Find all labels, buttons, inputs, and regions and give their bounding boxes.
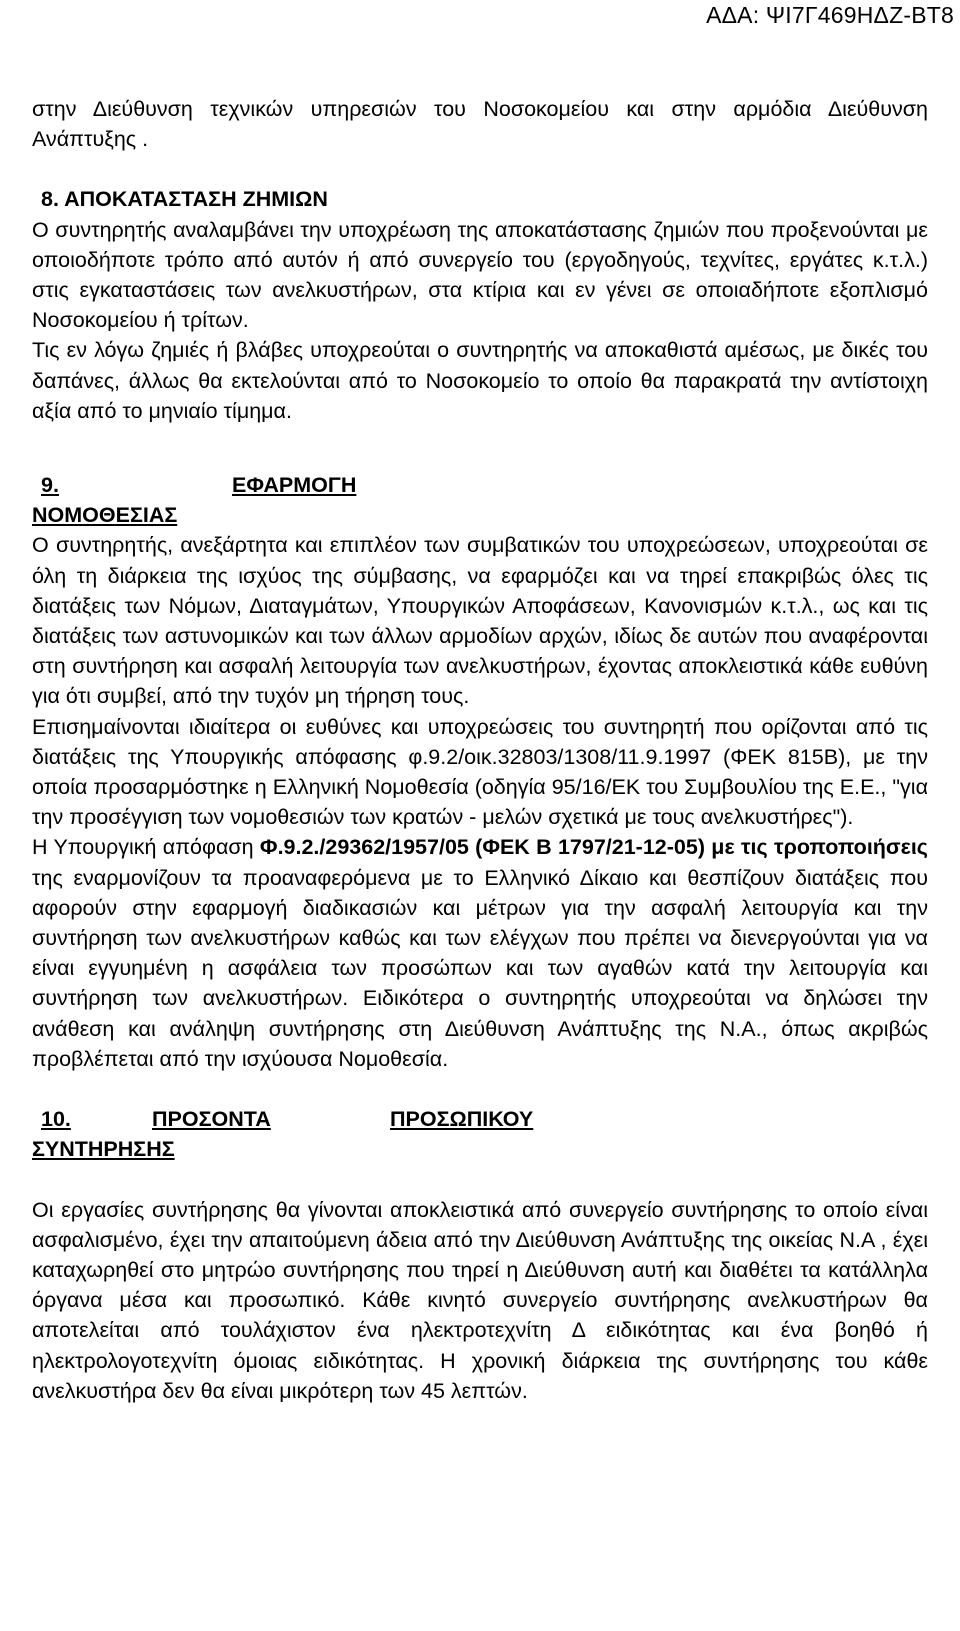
ada-code: ΑΔΑ: ΨΙ7Γ469ΗΔΖ-ΒΤ8	[706, 2, 954, 28]
section-10-heading	[32, 1104, 928, 1134]
section-9-paragraph-3	[32, 832, 928, 1074]
section-9-heading	[32, 470, 928, 500]
section-10-title-a: ΠΡΟΣΟΝΤΑ	[152, 1107, 271, 1132]
p3-bold-reference: Φ.9.2./29362/1957/05 (ΦΕΚ Β 1797/21-12-05) με τις τροποποιήσεις	[259, 835, 928, 860]
document-page	[32, 94, 928, 1406]
section-9-title-b: ΝΟΜΟΘΕΣΙΑΣ	[32, 503, 178, 528]
section-9-paragraph-1: Ο συντηρητής, ανεξάρτητα και επιπλέον των συμβατικών του υποχρεώσεων, υποχρεούται σε όλη τη διάρκεια της ισχύος της σύμβασης, να εφαρμόζει και να τηρεί επακριβώς όλες τις διατάξεις των Νόμων, Διαταγμάτων, Υπουργικών Αποφάσεων, Κανονισμών κ.τ.λ., ως και τις διατάξεις των αστυνομικών και των άλλων αρμοδίων αρχών, ιδίως δε αυτών που αναφέρονται στη συντήρηση και ασφαλή λειτουργία των ανελκυστήρων, έχοντας αποκλειστικά κάθε ευθύνη για ότι συμβεί, από την τυχόν μη τήρηση τους.	[32, 533, 928, 709]
section-10-title-c: ΣΥΝΤΗΡΗΣΗΣ	[32, 1137, 175, 1162]
section-9-title-a: ΕΦΑΡΜΟΓΗ	[232, 473, 357, 498]
section-9-paragraph-2: Επισημαίνονται ιδιαίτερα οι ευθύνες και υποχρεώσεις του συντηρητή που ορίζονται από τις διατάξεις της Υπουργικής απόφασης φ.9.2/οικ.32803/1308/11.9.1997 (ΦΕΚ 815Β), με την οποία προσαρμόστηκε η Ελληνική Νομοθεσία (οδηγία 95/16/ΕΚ του Συμβουλίου της Ε.Ε., "για την προσέγγιση των νομοθεσιών των κρατών - μελών σχετικά με τους ανελκυστήρες").	[32, 714, 928, 830]
p3-end: της εναρμονίζουν τα προαναφερόμενα με το Ελληνικό Δίκαιο και θεσπίζουν διατάξεις που αφορούν στην εφαρμογή διαδικασιών και μέτρων για την ασφαλή λειτουργία και την συντήρηση των ανελκυστήρων καθώς και των ελέγχων που πρέπει να διενεργούνται για να είναι εγγυημένη η ασφάλεια των προσώπων και των αγαθών κατά την λειτουργία και συντήρηση των ανελκυστήρων. Ειδικότερα ο συντηρητής υποχρεούται να δηλώσει την ανάθεση και ανάληψη συντήρησης στη Διεύθυνση Ανάπτυξης της Ν.Α., όπως ακριβώς προβλέπεται από την ισχύουσα Νομοθεσία.	[32, 865, 928, 1071]
intro-paragraph: στην Διεύθυνση τεχνικών υπηρεσιών του Νοσοκομείου και στην αρμόδια Διεύθυνση Ανάπτυξης .	[32, 97, 928, 152]
section-8-paragraph-1: Ο συντηρητής αναλαμβάνει την υποχρέωση της αποκατάστασης ζημιών που προξενούνται με οποιοδήποτε τρόπο από αυτόν ή από συνεργείο του (εργοδηγούς, τεχνίτες, εργάτες κ.τ.λ.) στις εγκαταστάσεις των ανελκυστήρων, στα κτίρια και εν γένει σε οποιαδήποτε εξοπλισμό Νοσοκομείου ή τρίτων.	[32, 217, 928, 333]
section-8-heading: 8. ΑΠΟΚΑΤΑΣΤΑΣΗ ΖΗΜΙΩΝ	[41, 187, 328, 212]
section-10-number: 10.	[41, 1107, 71, 1132]
section-8-paragraph-2: Τις εν λόγω ζημιές ή βλάβες υποχρεούται ο συντηρητής να αποκαθιστά αμέσως, με δικές του δαπάνες, άλλως θα εκτελούνται από το Νοσοκομείο το οποίο θα παρακρατά την αντίστοιχη αξία από το μηνιαίο τίμημα.	[32, 338, 928, 423]
section-10-title-b: ΠΡΟΣΩΠΙΚΟΥ	[390, 1107, 534, 1132]
p3-start: Η Υπουργική απόφαση	[32, 835, 260, 860]
section-10-paragraph-1: Οι εργασίες συντήρησης θα γίνονται αποκλειστικά από συνεργείο συντήρησης το οποίο είναι ασφαλισμένο, έχει την απαιτούμενη άδεια από την Διεύθυνση Ανάπτυξης της οικείας Ν.Α , έχει καταχωρηθεί στο μητρώο συντήρησης που τηρεί η Διεύθυνση αυτή και διαθέτει τα κατάλληλα όργανα μέσα και προσωπικό. Κάθε κινητό συνεργείο συντήρησης ανελκυστήρων θα αποτελείται από τουλάχιστον ένα ηλεκτροτεχνίτη Δ ειδικότητας και ένα βοηθό ή ηλεκτρολογοτεχνίτη όμοιας ειδικότητας. Η χρονική διάρκεια της συντήρησης του κάθε ανελκυστήρα δεν θα είναι μικρότερη των 45 λεπτών.	[32, 1197, 928, 1403]
section-9-number: 9.	[41, 473, 59, 498]
